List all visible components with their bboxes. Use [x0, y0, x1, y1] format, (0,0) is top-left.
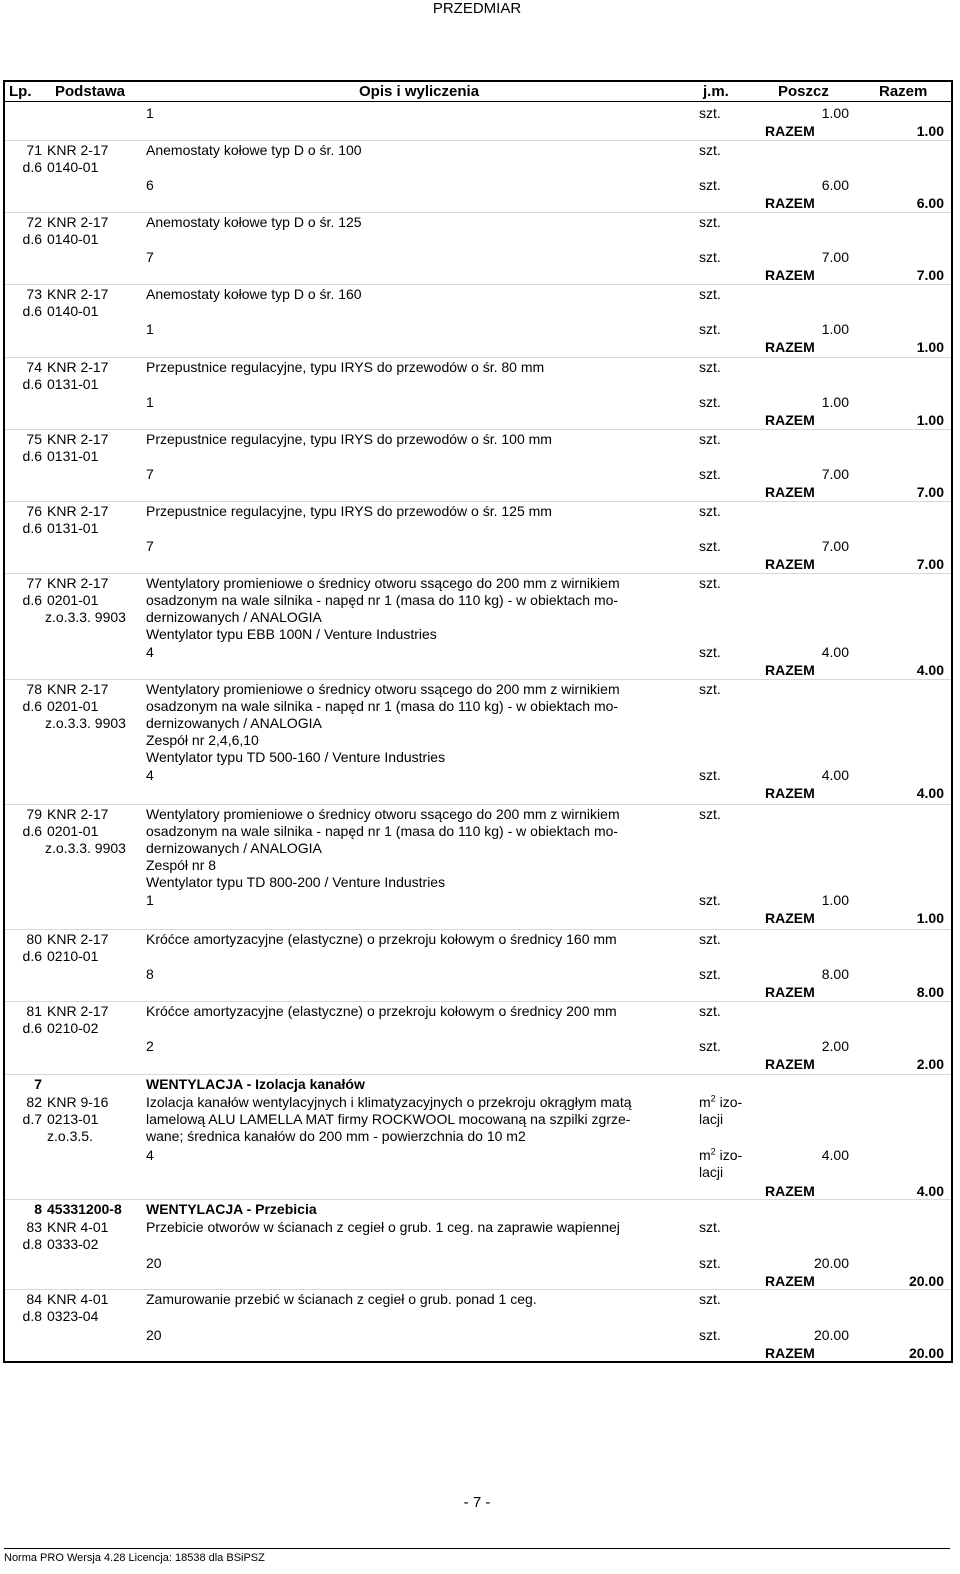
qty-line: [5, 177, 951, 194]
unit-continuation: [5, 1164, 951, 1181]
item-number-value: 79: [26, 806, 42, 822]
description: [146, 806, 686, 891]
unit-of-measure: szt.: [699, 503, 721, 519]
unit-line: lacji: [699, 1164, 724, 1180]
razem-value: 6.00: [916, 195, 944, 211]
description: [146, 1003, 686, 1020]
qty-line: [5, 321, 951, 338]
value: 7.00: [821, 538, 849, 554]
row-separator: [5, 284, 951, 285]
description: [146, 286, 686, 303]
qty-line: [5, 466, 951, 483]
basis-code-line: 0201-01: [47, 592, 99, 608]
razem-label: RAZEM: [765, 339, 815, 355]
item-chapter: d.6: [22, 823, 42, 839]
razem-value: 7.00: [916, 267, 944, 283]
item-number-value: 73: [26, 286, 42, 302]
item-chapter: d.6: [22, 948, 42, 964]
value: 4.00: [821, 767, 849, 783]
razem-label: RAZEM: [765, 1183, 815, 1199]
unit: szt.: [699, 767, 721, 783]
basis-code: [47, 1219, 147, 1253]
unit: szt.: [699, 466, 721, 482]
description-line: osadzonym na wale silnika - napęd nr 1 (masa do 110 kg) - w obiektach mo-: [146, 698, 619, 714]
qty: 2: [146, 1038, 154, 1054]
basis-code-line: 0323-04: [47, 1308, 99, 1324]
basis-code-line: KNR 2-17: [47, 931, 109, 947]
description: [146, 681, 686, 766]
basis-code-line: KNR 2-17: [47, 503, 109, 519]
item-chapter: d.7: [22, 1111, 42, 1127]
basis-code: [47, 931, 147, 965]
row-separator: [5, 1001, 951, 1002]
unit: szt.: [699, 1038, 721, 1054]
item-number-value: 82: [26, 1094, 42, 1110]
qty-line: [5, 1255, 951, 1272]
qty: 20: [146, 1255, 162, 1271]
item-chapter: d.8: [22, 1236, 42, 1252]
razem-value: 8.00: [916, 984, 944, 1000]
description: [146, 431, 686, 448]
unit: szt.: [699, 966, 721, 982]
col-lp: Lp.: [9, 83, 32, 100]
item-number-value: 81: [26, 1003, 42, 1019]
item-number: [5, 1291, 42, 1325]
value: 2.00: [821, 1038, 849, 1054]
basis-code-line: z.o.3.3. 9903: [45, 609, 126, 625]
razem-label: RAZEM: [765, 1056, 815, 1072]
item-number: [5, 575, 42, 609]
item-chapter: d.8: [22, 1308, 42, 1324]
unit: szt.: [699, 249, 721, 265]
qty-line: [5, 249, 951, 266]
value: 1.00: [821, 394, 849, 410]
basis-code: [47, 214, 147, 248]
top-qty-line: [5, 105, 951, 122]
unit: szt.: [699, 538, 721, 554]
description: [146, 142, 686, 159]
razem-line: [5, 267, 951, 284]
basis-code: [47, 359, 147, 393]
row-separator: [5, 357, 951, 358]
item-chapter: d.6: [22, 698, 42, 714]
description-line: Wentylator typu TD 500-160 / Venture Industries: [146, 749, 446, 765]
description-line: Izolacja kanałów wentylacyjnych i klimatyzacyjnych o przekroju okrągłym matą: [146, 1094, 632, 1110]
unit-of-measure: szt.: [699, 681, 721, 697]
razem-label: RAZEM: [765, 123, 815, 139]
basis-code-line: KNR 2-17: [47, 1003, 109, 1019]
razem-line: [5, 785, 951, 802]
unit-of-measure: szt.: [699, 1003, 721, 1019]
description-line: Anemostaty kołowe typ D o śr. 100: [146, 142, 362, 158]
row-separator: [5, 573, 951, 574]
razem-label: RAZEM: [765, 662, 815, 678]
value: 7.00: [821, 249, 849, 265]
description-line: Anemostaty kołowe typ D o śr. 160: [146, 286, 362, 302]
description-line: dernizowanych / ANALOGIA: [146, 840, 322, 856]
unit: szt.: [699, 892, 721, 908]
row-separator: [5, 140, 951, 141]
unit-line: [699, 1094, 759, 1111]
value: 20.00: [813, 1327, 849, 1343]
item-chapter: d.6: [22, 592, 42, 608]
row-separator: [5, 1289, 951, 1290]
section-code: 45331200-8: [47, 1201, 122, 1217]
description-line: Przepustnice regulacyjne, typu IRYS do przewodów o śr. 100 mm: [146, 431, 552, 447]
qty-line: [5, 1327, 951, 1344]
basis-code-line: 0140-01: [47, 159, 99, 175]
razem-line: [5, 1056, 951, 1073]
razem-value: 20.00: [908, 1273, 944, 1289]
unit-of-measure: szt.: [699, 214, 721, 230]
razem-line: [5, 484, 951, 501]
value: 1.00: [821, 892, 849, 908]
basis-code-line: z.o.3.3. 9903: [45, 840, 126, 856]
description: [146, 214, 686, 231]
basis-code-line: 0140-01: [47, 231, 99, 247]
item-number: [5, 806, 42, 840]
basis-code-line: 0140-01: [47, 303, 99, 319]
basis-code-line: KNR 2-17: [47, 214, 109, 230]
qty: 20: [146, 1327, 162, 1343]
item-number: [5, 503, 42, 537]
description-line: Wentylatory promieniowe o średnicy otworu ssącego do 200 mm z wirnikiem: [146, 681, 620, 697]
unit-line: lacji: [699, 1111, 724, 1127]
qty: 1: [146, 105, 154, 121]
basis-code: [47, 431, 147, 465]
basis-code-line: 0131-01: [47, 448, 99, 464]
col-jm: j.m.: [703, 83, 729, 100]
razem-value: 4.00: [916, 1183, 944, 1199]
unit-suffix: izo-: [715, 1147, 743, 1163]
razem-line: [5, 556, 951, 573]
razem-line: [5, 1273, 951, 1290]
item-number: [5, 681, 42, 715]
description-line: Przepustnice regulacyjne, typu IRYS do przewodów o śr. 125 mm: [146, 503, 552, 519]
basis-code: [47, 681, 147, 732]
razem-value: 1.00: [916, 910, 944, 926]
unit-base: m: [699, 1094, 711, 1110]
basis-code: [47, 1094, 147, 1145]
unit: szt.: [699, 105, 721, 121]
value: 4.00: [821, 1147, 849, 1163]
value: 7.00: [821, 466, 849, 482]
section-title: WENTYLACJA - Izolacja kanałów: [146, 1076, 365, 1092]
basis-code-line: KNR 2-17: [47, 142, 109, 158]
item-number-value: 75: [26, 431, 42, 447]
description-line: osadzonym na wale silnika - napęd nr 1 (masa do 110 kg) - w obiektach mo-: [146, 592, 619, 608]
row-separator: [5, 212, 951, 213]
item-number-value: 80: [26, 931, 42, 947]
qty-line: [5, 966, 951, 983]
qty: 6: [146, 177, 154, 193]
razem-label: RAZEM: [765, 267, 815, 283]
razem-value: 1.00: [916, 412, 944, 428]
value: 1.00: [821, 105, 849, 121]
item-number-value: 72: [26, 214, 42, 230]
qty: 1: [146, 394, 154, 410]
unit-exponent: 2: [710, 1146, 716, 1157]
item-number: [5, 1219, 42, 1253]
item-number-value: 84: [26, 1291, 42, 1307]
qty: 7: [146, 249, 154, 265]
razem-label: RAZEM: [765, 412, 815, 428]
description-line: lamelową ALU LAMELLA MAT firmy ROCKWOOL mocowaną na szpilki zgrze-: [146, 1111, 631, 1127]
unit-of-measure: szt.: [699, 1219, 721, 1235]
qty-line: [5, 767, 951, 784]
basis-code-line: 0210-02: [47, 1020, 99, 1036]
row-separator: [5, 929, 951, 930]
razem-label: RAZEM: [765, 1345, 815, 1361]
unit: szt.: [699, 1255, 721, 1271]
basis-code-line: KNR 2-17: [47, 575, 109, 591]
unit: szt.: [699, 177, 721, 193]
razem-value: 4.00: [916, 785, 944, 801]
unit: szt.: [699, 394, 721, 410]
item-number: [5, 286, 42, 320]
qty-line: [5, 1038, 951, 1055]
item-number-value: 76: [26, 503, 42, 519]
unit-of-measure: szt.: [699, 286, 721, 302]
item-chapter: d.6: [22, 159, 42, 175]
basis-code-line: 0131-01: [47, 520, 99, 536]
row-separator: [5, 804, 951, 805]
razem-line: [5, 662, 951, 679]
description-line: Zamurowanie przebić w ścianach z cegieł o grub. ponad 1 ceg.: [146, 1291, 537, 1307]
section-number: 8: [34, 1201, 42, 1217]
basis-code-line: KNR 4-01: [47, 1291, 109, 1307]
qty: 7: [146, 538, 154, 554]
razem-value: 1.00: [916, 339, 944, 355]
item-number-value: 71: [26, 142, 42, 158]
basis-code: [47, 575, 147, 626]
razem-line: [5, 195, 951, 212]
value: 4.00: [821, 644, 849, 660]
item-number: [5, 142, 42, 176]
basis-code-line: z.o.3.3. 9903: [45, 715, 126, 731]
item-number: [5, 1094, 42, 1128]
qty-line: [5, 394, 951, 411]
basis-code-line: 0201-01: [47, 698, 99, 714]
unit: szt.: [699, 321, 721, 337]
basis-code-line: z.o.3.5.: [47, 1128, 93, 1144]
col-podstawa: Podstawa: [55, 83, 126, 100]
item-chapter: d.6: [22, 231, 42, 247]
razem-value: 4.00: [916, 662, 944, 678]
qty-line: [5, 1147, 951, 1164]
basis-code-line: 0131-01: [47, 376, 99, 392]
basis-code-line: 0213-01: [47, 1111, 99, 1127]
razem-label: RAZEM: [765, 785, 815, 801]
row-separator: [5, 1074, 951, 1075]
basis-code-line: KNR 2-17: [47, 806, 109, 822]
description-line: dernizowanych / ANALOGIA: [146, 715, 322, 731]
basis-code-line: 0333-02: [47, 1236, 99, 1252]
footer-divider: [4, 1548, 950, 1549]
item-number-value: 83: [26, 1219, 42, 1235]
row-separator: [5, 429, 951, 430]
razem-line: [5, 339, 951, 356]
basis-code-line: KNR 9-16: [47, 1094, 109, 1110]
page-number: - 7 -: [463, 1494, 491, 1511]
basis-code: [47, 1291, 147, 1325]
unit-base: m: [699, 1147, 711, 1163]
qty-line: [5, 644, 951, 661]
description-line: Wentylatory promieniowe o średnicy otworu ssącego do 200 mm z wirnikiem: [146, 575, 620, 591]
unit-of-measure: szt.: [699, 575, 721, 591]
row-separator: [5, 1199, 951, 1200]
basis-code-line: KNR 2-17: [47, 359, 109, 375]
col-razem: Razem: [879, 83, 928, 100]
qty-line: [5, 892, 951, 909]
razem-label: RAZEM: [765, 556, 815, 572]
basis-code-line: KNR 4-01: [47, 1219, 109, 1235]
item-number: [5, 1003, 42, 1037]
unit: szt.: [699, 1327, 721, 1343]
description-line: Wentylator typu TD 800-200 / Venture Industries: [146, 874, 446, 890]
qty-line: [5, 538, 951, 555]
basis-code-line: KNR 2-17: [47, 431, 109, 447]
razem-line: [5, 910, 951, 927]
item-number-value: 77: [26, 575, 42, 591]
col-opis: Opis i wyliczenia: [359, 83, 480, 100]
unit-of-measure: szt.: [699, 1291, 721, 1307]
razem-label: RAZEM: [765, 1273, 815, 1289]
razem-value: 7.00: [916, 484, 944, 500]
row-separator: [5, 679, 951, 680]
qty: 4: [146, 767, 154, 783]
basis-code: [47, 1003, 147, 1037]
razem-value: 2.00: [916, 1056, 944, 1072]
unit-exponent: 2: [710, 1093, 716, 1104]
description: [146, 359, 686, 376]
description-line: Wentylator typu EBB 100N / Venture Industries: [146, 626, 437, 642]
razem-label: RAZEM: [765, 484, 815, 500]
razem-line: [5, 1183, 951, 1200]
qty: 7: [146, 466, 154, 482]
row-separator: [5, 501, 951, 502]
unit-of-measure: [699, 1094, 759, 1128]
section-number: 7: [34, 1076, 42, 1092]
top-razem-line: [5, 123, 951, 140]
unit: [699, 1147, 742, 1164]
page-title: PRZEDMIAR: [432, 0, 522, 17]
table-header: [3, 80, 953, 102]
razem-line: [5, 412, 951, 429]
basis-code-line: 0210-01: [47, 948, 99, 964]
footer-note: Norma PRO Wersja 4.28 Licencja: 18538 dla BSiPSZ: [4, 1552, 265, 1564]
section-title: WENTYLACJA - Przebicia: [146, 1201, 317, 1217]
description: [146, 503, 686, 520]
item-number: [5, 214, 42, 248]
basis-code: [47, 286, 147, 320]
item-number: [5, 359, 42, 393]
razem-label: RAZEM: [765, 195, 815, 211]
item-number: [5, 931, 42, 965]
description-line: Króćce amortyzacyjne (elastyczne) o przekroju kołowym o średnicy 160 mm: [146, 931, 617, 947]
basis-code: [47, 806, 147, 857]
description-line: Zespół nr 2,4,6,10: [146, 732, 259, 748]
item-number: [5, 431, 42, 465]
description-line: wane; średnica kanałów do 200 mm - powierzchnia do 10 m2: [146, 1128, 526, 1144]
basis-code: [47, 142, 147, 176]
description-line: Przepustnice regulacyjne, typu IRYS do przewodów o śr. 80 mm: [146, 359, 545, 375]
unit-of-measure: szt.: [699, 806, 721, 822]
qty: 8: [146, 966, 154, 982]
unit-of-measure: szt.: [699, 431, 721, 447]
basis-code-line: KNR 2-17: [47, 286, 109, 302]
item-chapter: d.6: [22, 448, 42, 464]
description: [146, 575, 686, 643]
razem-value: 7.00: [916, 556, 944, 572]
item-chapter: d.6: [22, 520, 42, 536]
basis-code: [47, 503, 147, 537]
description-line: dernizowanych / ANALOGIA: [146, 609, 322, 625]
razem-value: 1.00: [916, 123, 944, 139]
item-number-value: 78: [26, 681, 42, 697]
razem-value: 20.00: [908, 1345, 944, 1361]
qty: 4: [146, 1147, 154, 1163]
description-line: Wentylatory promieniowe o średnicy otworu ssącego do 200 mm z wirnikiem: [146, 806, 620, 822]
qty: 1: [146, 321, 154, 337]
basis-code-line: KNR 2-17: [47, 681, 109, 697]
unit: szt.: [699, 644, 721, 660]
unit-suffix: izo-: [715, 1094, 743, 1110]
razem-label: RAZEM: [765, 984, 815, 1000]
item-number-value: 74: [26, 359, 42, 375]
razem-label: RAZEM: [765, 910, 815, 926]
item-chapter: d.6: [22, 376, 42, 392]
description-line: osadzonym na wale silnika - napęd nr 1 (masa do 110 kg) - w obiektach mo-: [146, 823, 619, 839]
basis-code-line: 0201-01: [47, 823, 99, 839]
qty: 1: [146, 892, 154, 908]
description: [146, 1094, 686, 1145]
description-line: Przebicie otworów w ścianach z cegieł o grub. 1 ceg. na zaprawie wapiennej: [146, 1219, 620, 1235]
item-chapter: d.6: [22, 1020, 42, 1036]
description-line: Króćce amortyzacyjne (elastyczne) o przekroju kołowym o średnicy 200 mm: [146, 1003, 617, 1019]
value: 20.00: [813, 1255, 849, 1271]
unit-of-measure: szt.: [699, 359, 721, 375]
qty: 4: [146, 644, 154, 660]
unit-of-measure: szt.: [699, 142, 721, 158]
value: 8.00: [821, 966, 849, 982]
description-line: Zespół nr 8: [146, 857, 217, 873]
description-line: Anemostaty kołowe typ D o śr. 125: [146, 214, 362, 230]
razem-line: [5, 984, 951, 1001]
value: 6.00: [821, 177, 849, 193]
col-poszcz: Poszcz: [778, 83, 829, 100]
unit-of-measure: szt.: [699, 931, 721, 947]
value: 1.00: [821, 321, 849, 337]
item-chapter: d.6: [22, 303, 42, 319]
razem-line: [5, 1345, 951, 1362]
description: [146, 931, 686, 948]
